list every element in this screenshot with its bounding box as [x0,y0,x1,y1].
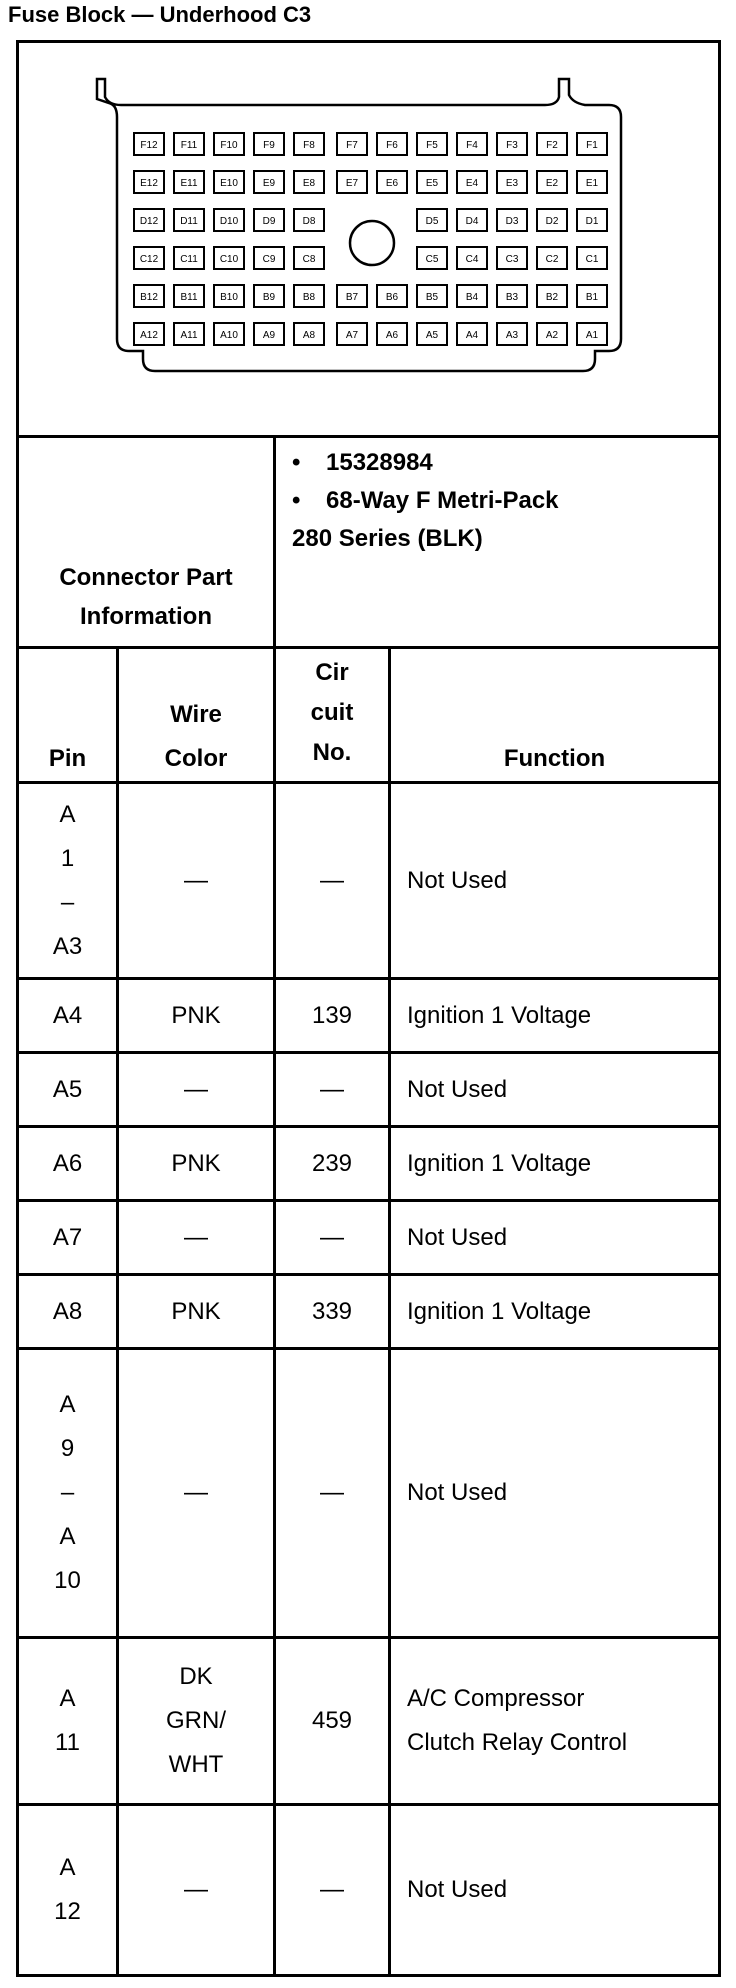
cavity-label-E4: E4 [465,178,478,189]
cavity-label-E8: E8 [302,178,315,189]
part-description-line2: 280 Series (BLK) [292,525,483,552]
pin-cell [18,1349,118,1638]
pin-header: Pin [18,648,118,783]
part-number: 15328984 [326,449,433,476]
circuit-header [275,648,390,783]
cavity-label-C11: C11 [179,254,198,265]
cavity-label-D4: D4 [465,216,478,227]
cavity-label-E1: E1 [585,178,598,189]
table-row [18,979,720,1053]
pin-cell [18,1127,118,1201]
cavity-label-F10: F10 [219,140,238,151]
wire-color-cell-line: PNK [171,1149,221,1177]
cavity-label-D2: D2 [545,216,558,227]
function-cell-line: Ignition 1 Voltage [407,1297,592,1325]
connector-table [16,40,721,1977]
circuit-header-line1: Cir [315,659,349,686]
pin-cell [18,1638,118,1805]
cavity-label-E6: E6 [385,178,398,189]
cavity-label-F7: F7 [345,140,358,151]
pin-cell-line: A [59,1523,76,1550]
wire-color-cell-line: — [184,1479,208,1506]
cavity-label-E7: E7 [345,178,358,189]
cavity-label-C12: C12 [139,254,158,265]
pin-rows [18,783,720,1976]
wire-color-cell-line: — [184,1075,208,1103]
pin-cell-line: – [60,888,75,916]
cavity-label-D12: D12 [139,216,158,227]
pin-cell-line: 11 [55,1729,80,1756]
connector-info-label [18,437,275,648]
cavity-label-C8: C8 [302,254,315,265]
page-title: Fuse Block — Underhood C3 [8,2,312,27]
cavity-label-D1: D1 [585,216,598,227]
cavity-label-E9: E9 [262,178,275,189]
cavity-label-A2: A2 [545,330,558,341]
pin-cell-line: 1 [60,844,75,872]
circuit-cell: 339 [275,1275,390,1349]
function-cell-line: Not Used [407,1479,508,1506]
cavity-label-B9: B9 [262,292,275,303]
wire-header-line2: Color [164,745,228,772]
function-cell [390,979,720,1053]
pin-cell [18,783,118,979]
function-cell [390,1349,720,1638]
circuit-header-line3: No. [312,739,352,766]
cavity-label-B8: B8 [302,292,315,303]
function-cell [390,783,720,979]
cavity-label-B5: B5 [425,292,438,303]
cavity-label-D11: D11 [179,216,198,227]
wire-color-cell-line: DK [179,1663,213,1690]
cavity-label-F9: F9 [262,140,275,151]
diagram-row [18,42,720,437]
cavity-label-A1: A1 [585,330,598,341]
cavity-label-C5: C5 [425,254,438,265]
cavity-label-E12: E12 [139,178,158,189]
table-row [18,1275,720,1349]
pin-cell-line: A [59,1391,76,1418]
cavity-label-F12: F12 [139,140,158,151]
function-cell [390,1053,720,1127]
cavity-label-C2: C2 [545,254,558,265]
wire-color-cell-line: GRN/ [166,1707,226,1734]
wire-color-cell-line: PNK [171,1001,221,1029]
circuit-cell: — [275,1349,390,1638]
cavity-label-F1: F1 [585,140,598,151]
table-row [18,1805,720,1976]
cavity-label-D3: D3 [505,216,518,227]
cavity-label-A10: A10 [219,330,238,341]
cavity-label-A7: A7 [345,330,358,341]
center-bolt-hole-icon [350,221,394,265]
circuit-cell: — [275,1053,390,1127]
wire-color-cell-line: — [184,1223,208,1251]
wire-color-cell [118,1349,275,1638]
cavity-label-A3: A3 [505,330,518,341]
pin-cell-line: 12 [54,1898,81,1925]
cavity-label-B6: B6 [385,292,398,303]
info-label-line1: Connector Part [59,564,233,591]
function-header: Function [390,648,720,783]
bullet-1: • [292,449,301,476]
cavity-label-E3: E3 [505,178,518,189]
circuit-cell: — [275,1805,390,1976]
pin-cell-line: A5 [52,1075,83,1103]
cavity-label-E5: E5 [425,178,438,189]
cavity-label-E11: E11 [179,178,198,189]
pin-cell-line: A3 [52,932,83,960]
cavity-label-B11: B11 [179,292,198,303]
cavity-label-F4: F4 [465,140,478,151]
function-cell-line: Not Used [407,866,508,894]
cavity-label-B3: B3 [505,292,518,303]
circuit-cell: 459 [275,1638,390,1805]
function-cell-line: A/C Compressor [407,1685,585,1712]
table-row [18,1053,720,1127]
cavity-label-C1: C1 [585,254,598,265]
wire-color-header [118,648,275,783]
cavity-label-D8: D8 [302,216,315,227]
table-header-row [18,648,720,783]
wire-color-cell-line: — [184,866,208,894]
wire-color-cell [118,1053,275,1127]
pin-cell [18,1201,118,1275]
pin-cell-line: A [59,800,76,828]
pin-cell-line: A [59,1685,76,1712]
connector-info-row [18,437,720,648]
pin-cell-line: – [60,1479,75,1506]
function-cell-line: Ignition 1 Voltage [407,1001,592,1029]
circuit-header-line2: cuit [310,699,354,726]
cavity-label-E2: E2 [545,178,558,189]
pin-cell-line: A7 [52,1223,83,1251]
wire-color-cell [118,1201,275,1275]
table-row [18,1127,720,1201]
cavity-label-B12: B12 [139,292,158,303]
cavity-label-B1: B1 [585,292,598,303]
cavity-label-B2: B2 [545,292,558,303]
cavity-label-A6: A6 [385,330,398,341]
bullet-2: • [292,487,301,514]
table-row [18,1349,720,1638]
connector-diagram-cell [18,42,720,437]
pin-cell [18,1805,118,1976]
cavity-label-A5: A5 [425,330,438,341]
function-cell [390,1275,720,1349]
function-cell-line: Not Used [407,1223,508,1251]
cavity-label-F8: F8 [302,140,315,151]
circuit-cell: — [275,1201,390,1275]
table-row [18,1201,720,1275]
wire-color-cell [118,783,275,979]
wire-color-cell [118,1638,275,1805]
cavity-label-D9: D9 [262,216,275,227]
wire-color-cell [118,1805,275,1976]
connector-face-diagram [69,59,669,419]
cavity-label-C9: C9 [262,254,275,265]
cavity-label-B7: B7 [345,292,358,303]
table-row [18,1638,720,1805]
cavity-label-F6: F6 [385,140,398,151]
circuit-cell: 239 [275,1127,390,1201]
cavity-label-F11: F11 [180,140,197,151]
function-cell [390,1805,720,1976]
cavity-label-F3: F3 [505,140,518,151]
cavity-label-B10: B10 [219,292,238,303]
pin-cell [18,1053,118,1127]
connector-info-value [275,437,720,648]
pin-cell-line: A8 [52,1297,83,1325]
wire-color-cell [118,1127,275,1201]
cavity-label-D5: D5 [425,216,438,227]
cavity-label-D10: D10 [219,216,238,227]
cavity-label-A12: A12 [139,330,158,341]
cavity-label-B4: B4 [465,292,478,303]
cavity-label-A9: A9 [262,330,275,341]
circuit-cell: 139 [275,979,390,1053]
wire-color-cell-line: — [184,1876,208,1903]
circuit-cell: — [275,783,390,979]
wire-header-line1: Wire [170,701,222,728]
cavity-label-E10: E10 [219,178,238,189]
wire-color-cell-line: PNK [171,1297,221,1325]
function-cell [390,1201,720,1275]
function-cell [390,1638,720,1805]
function-cell-line: Not Used [407,1876,508,1903]
wire-color-cell [118,1275,275,1349]
function-cell-line: Ignition 1 Voltage [407,1149,592,1177]
wire-color-cell-line: WHT [168,1751,224,1778]
cavity-label-C3: C3 [505,254,518,265]
cavity-label-A8: A8 [302,330,315,341]
cavity-label-F5: F5 [425,140,438,151]
cavity-label-A11: A11 [179,330,198,341]
table-row [18,783,720,979]
wire-color-cell [118,979,275,1053]
info-label-line2: Information [80,603,212,630]
function-cell-line: Clutch Relay Control [407,1729,628,1756]
function-cell-line: Not Used [407,1075,508,1103]
pin-cell-line: 9 [60,1435,75,1462]
pin-cell [18,979,118,1053]
cavity-label-A4: A4 [465,330,478,341]
cavity-label-C10: C10 [219,254,238,265]
pin-cell-line: 10 [54,1567,81,1594]
part-description-line1: 68-Way F Metri-Pack [326,487,559,514]
pin-cell-line: A [59,1854,76,1881]
pin-cell-line: A6 [52,1149,83,1177]
pin-cell-line: A4 [52,1001,83,1029]
pin-cell [18,1275,118,1349]
cavity-label-F2: F2 [545,140,558,151]
function-cell [390,1127,720,1201]
cavity-label-C4: C4 [465,254,478,265]
